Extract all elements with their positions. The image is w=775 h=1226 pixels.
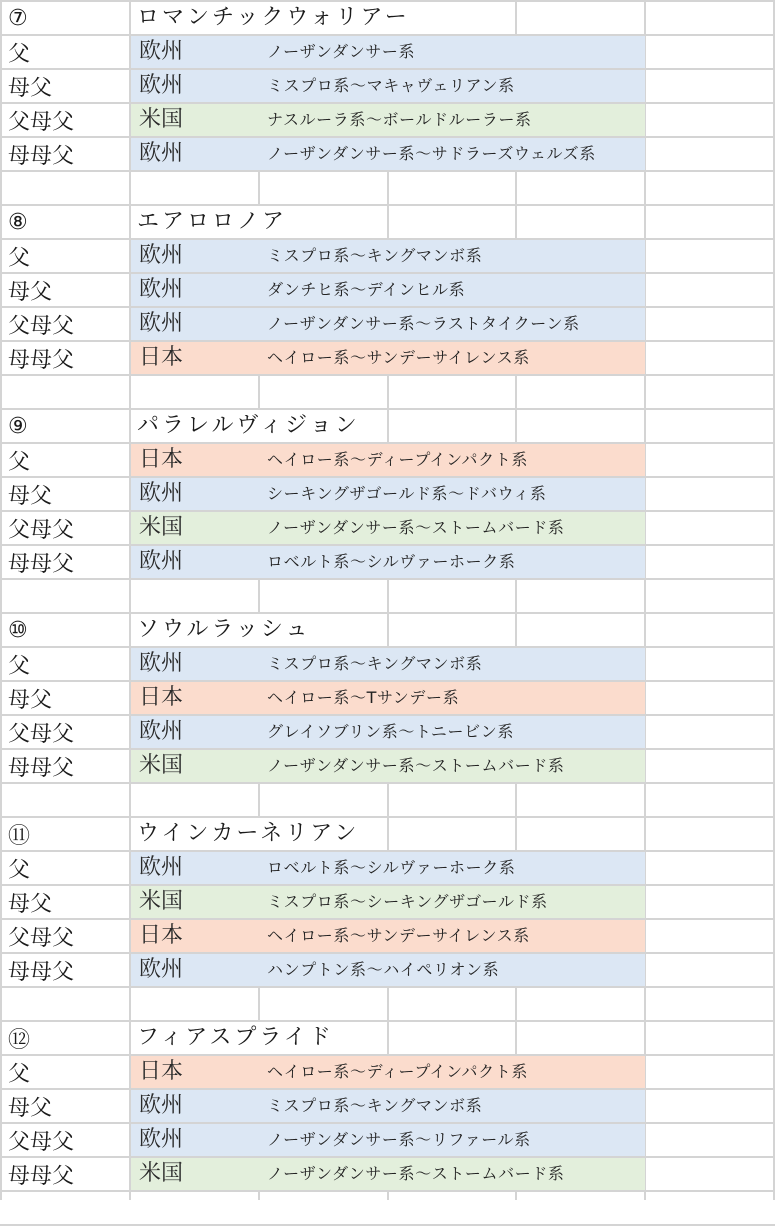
empty-row[interactable] [0, 376, 775, 408]
region-label: 欧州 [139, 651, 184, 676]
region-label: 欧州 [139, 719, 184, 744]
lineage-cell[interactable] [131, 750, 645, 782]
region-label: 日本 [139, 345, 184, 370]
region-label: 日本 [139, 685, 184, 710]
pedigree-row [0, 546, 775, 578]
role-label: 母父 [8, 1095, 53, 1121]
lineage-label: シーキングザゴールド系〜ドバウィ系 [267, 484, 547, 503]
section-number-cell[interactable] [2, 410, 129, 442]
pedigree-row [0, 342, 775, 374]
lineage-cell[interactable] [131, 852, 645, 884]
role-cell[interactable] [2, 648, 129, 680]
role-cell[interactable] [2, 546, 129, 578]
section-number-cell[interactable] [2, 206, 129, 238]
lineage-cell[interactable] [131, 1056, 645, 1088]
lineage-cell[interactable] [131, 70, 645, 102]
role-label: 父母父 [8, 721, 75, 747]
role-label: 父母父 [8, 313, 75, 339]
horse-name[interactable]: ソウルラッシュ [137, 614, 318, 646]
lineage-cell[interactable] [131, 1090, 645, 1122]
lineage-label: ミスプロ系〜シーキングザゴールド系 [267, 892, 548, 911]
lineage-label: ミスプロ系〜キングマンボ系 [267, 1096, 483, 1115]
empty-row[interactable] [0, 172, 775, 204]
region-label: 欧州 [139, 141, 184, 166]
lineage-label: ノーザンダンサー系〜ストームバード系 [267, 518, 565, 537]
lineage-cell[interactable] [131, 240, 645, 272]
role-cell[interactable] [2, 852, 129, 884]
section-number: ⑩ [8, 617, 28, 643]
pedigree-row [0, 240, 775, 272]
region-label: 米国 [139, 107, 184, 132]
role-label: 父 [8, 245, 31, 271]
region-label: 欧州 [139, 73, 184, 98]
role-cell[interactable] [2, 342, 129, 374]
role-label: 父 [8, 41, 31, 67]
lineage-cell[interactable] [131, 444, 645, 476]
role-cell[interactable] [2, 1090, 129, 1122]
lineage-cell[interactable] [131, 342, 645, 374]
role-label: 父母父 [8, 925, 75, 951]
lineage-cell[interactable] [131, 138, 645, 170]
role-cell[interactable] [2, 920, 129, 952]
section-number: ⑪ [8, 823, 31, 849]
role-label: 母母父 [8, 1163, 75, 1189]
lineage-cell[interactable] [131, 36, 645, 68]
lineage-label: ヘイロー系〜ディープインパクト系 [267, 450, 528, 469]
lineage-label: ナスルーラ系〜ボールドルーラー系 [267, 110, 532, 129]
pedigree-row [0, 1124, 775, 1156]
region-label: 欧州 [139, 39, 184, 64]
role-label: 父 [8, 449, 31, 475]
region-label: 欧州 [139, 549, 184, 574]
role-cell[interactable] [2, 36, 129, 68]
section-header-row [0, 410, 775, 442]
role-label: 父 [8, 1061, 31, 1087]
pedigree-row [0, 954, 775, 986]
pedigree-row [0, 716, 775, 748]
section-number-cell[interactable] [2, 1022, 129, 1054]
section-number: ⑦ [8, 5, 28, 31]
pedigree-row [0, 36, 775, 68]
role-cell[interactable] [2, 682, 129, 714]
role-cell[interactable] [2, 444, 129, 476]
region-label: 欧州 [139, 957, 184, 982]
lineage-cell[interactable] [131, 274, 645, 306]
region-label: 米国 [139, 515, 184, 540]
lineage-cell[interactable] [131, 512, 645, 544]
lineage-label: ヘイロー系〜ディープインパクト系 [267, 1062, 528, 1081]
horse-name[interactable]: ロマンチックウォリアー [137, 2, 418, 34]
role-label: 父母父 [8, 109, 75, 135]
lineage-cell[interactable] [131, 308, 645, 340]
lineage-label: ノーザンダンサー系 [267, 42, 416, 61]
horse-name[interactable]: エアロロノア [137, 206, 295, 238]
role-label: 母母父 [8, 347, 75, 373]
role-cell[interactable] [2, 308, 129, 340]
lineage-label: ヘイロー系〜サンデーサイレンス系 [267, 348, 530, 367]
section-number-cell[interactable] [2, 818, 129, 850]
region-label: 米国 [139, 1161, 184, 1186]
role-cell[interactable] [2, 70, 129, 102]
role-label: 父母父 [8, 517, 75, 543]
horse-name[interactable]: フィアスプライド [137, 1022, 342, 1054]
pedigree-row [0, 70, 775, 102]
pedigree-row [0, 444, 775, 476]
lineage-label: ミスプロ系〜キングマンボ系 [267, 246, 483, 265]
role-label: 母父 [8, 687, 53, 713]
role-label: 父 [8, 653, 31, 679]
role-cell[interactable] [2, 750, 129, 782]
pedigree-row [0, 682, 775, 714]
region-label: 欧州 [139, 1093, 184, 1118]
region-label: 日本 [139, 447, 184, 472]
section-number-cell[interactable] [2, 2, 129, 34]
role-cell[interactable] [2, 716, 129, 748]
lineage-cell[interactable] [131, 954, 645, 986]
role-cell[interactable] [2, 240, 129, 272]
lineage-cell[interactable] [131, 682, 645, 714]
role-label: 母母父 [8, 959, 75, 985]
pedigree-row [0, 138, 775, 170]
empty-row[interactable] [0, 784, 775, 816]
role-cell[interactable] [2, 274, 129, 306]
section-header-row [0, 2, 775, 34]
region-label: 欧州 [139, 1127, 184, 1152]
role-cell[interactable] [2, 1124, 129, 1156]
role-label: 母母父 [8, 143, 75, 169]
pedigree-row [0, 920, 775, 952]
pedigree-row [0, 1090, 775, 1122]
lineage-label: ノーザンダンサー系〜ストームバード系 [267, 756, 565, 775]
region-label: 欧州 [139, 243, 184, 268]
section-header-row [0, 1022, 775, 1054]
pedigree-row [0, 104, 775, 136]
section-number: ⑨ [8, 413, 28, 439]
pedigree-row [0, 274, 775, 306]
lineage-cell[interactable] [131, 648, 645, 680]
empty-row[interactable] [0, 988, 775, 1020]
lineage-label: ノーザンダンサー系〜サドラーズウェルズ系 [267, 144, 596, 163]
section-number: ⑫ [8, 1027, 31, 1053]
lineage-label: ヘイロー系〜サンデーサイレンス系 [267, 926, 530, 945]
role-label: 母父 [8, 891, 53, 917]
lineage-cell[interactable] [131, 546, 645, 578]
lineage-label: グレイソブリン系〜トニービン系 [267, 722, 514, 741]
horse-name[interactable]: ウインカーネリアン [137, 818, 367, 850]
region-label: 米国 [139, 889, 184, 914]
lineage-cell[interactable] [131, 1124, 645, 1156]
role-cell[interactable] [2, 478, 129, 510]
region-label: 欧州 [139, 311, 184, 336]
role-cell[interactable] [2, 512, 129, 544]
region-label: 米国 [139, 753, 184, 778]
region-label: 日本 [139, 1059, 184, 1084]
lineage-cell[interactable] [131, 1158, 645, 1190]
section-header-row [0, 818, 775, 850]
lineage-cell[interactable] [131, 716, 645, 748]
role-cell[interactable] [2, 954, 129, 986]
lineage-label: ヘイロー系〜Tサンデー系 [267, 688, 460, 707]
role-cell[interactable] [2, 1056, 129, 1088]
horse-name[interactable]: パラレルヴィジョン [137, 410, 368, 442]
pedigree-row [0, 308, 775, 340]
role-label: 母父 [8, 279, 53, 305]
pedigree-row [0, 1158, 775, 1190]
section-number-cell[interactable] [2, 614, 129, 646]
pedigree-row [0, 478, 775, 510]
lineage-label: ミスプロ系〜キングマンボ系 [267, 654, 483, 673]
lineage-cell[interactable] [131, 478, 645, 510]
lineage-label: ロベルト系〜シルヴァーホーク系 [267, 552, 516, 571]
role-cell[interactable] [2, 1158, 129, 1190]
lineage-cell[interactable] [131, 104, 645, 136]
pedigree-row [0, 1056, 775, 1088]
role-label: 母母父 [8, 551, 75, 577]
region-label: 日本 [139, 923, 184, 948]
lineage-label: ハンプトン系〜ハイペリオン系 [267, 960, 500, 979]
role-cell[interactable] [2, 138, 129, 170]
role-cell[interactable] [2, 886, 129, 918]
region-label: 欧州 [139, 277, 184, 302]
region-label: 欧州 [139, 855, 184, 880]
role-cell[interactable] [2, 104, 129, 136]
role-label: 母母父 [8, 755, 75, 781]
lineage-cell[interactable] [131, 920, 645, 952]
lineage-label: ノーザンダンサー系〜ラストタイクーン系 [267, 314, 580, 333]
pedigree-row [0, 852, 775, 884]
section-header-row [0, 206, 775, 238]
pedigree-row [0, 512, 775, 544]
lineage-cell[interactable] [131, 886, 645, 918]
lineage-label: ロベルト系〜シルヴァーホーク系 [267, 858, 516, 877]
role-label: 父母父 [8, 1129, 75, 1155]
section-number: ⑧ [8, 209, 28, 235]
lineage-label: ノーザンダンサー系〜リファール系 [267, 1130, 531, 1149]
lineage-label: ミスプロ系〜マキャヴェリアン系 [267, 76, 515, 95]
empty-row[interactable] [0, 580, 775, 612]
region-label: 欧州 [139, 481, 184, 506]
pedigree-row [0, 886, 775, 918]
role-label: 母父 [8, 75, 53, 101]
lineage-label: ダンチヒ系〜デインヒル系 [267, 280, 466, 299]
pedigree-row [0, 750, 775, 782]
empty-row[interactable] [0, 1192, 775, 1224]
lineage-label: ノーザンダンサー系〜ストームバード系 [267, 1164, 565, 1183]
section-header-row [0, 614, 775, 646]
role-label: 父 [8, 857, 31, 883]
pedigree-row [0, 648, 775, 680]
role-label: 母父 [8, 483, 53, 509]
